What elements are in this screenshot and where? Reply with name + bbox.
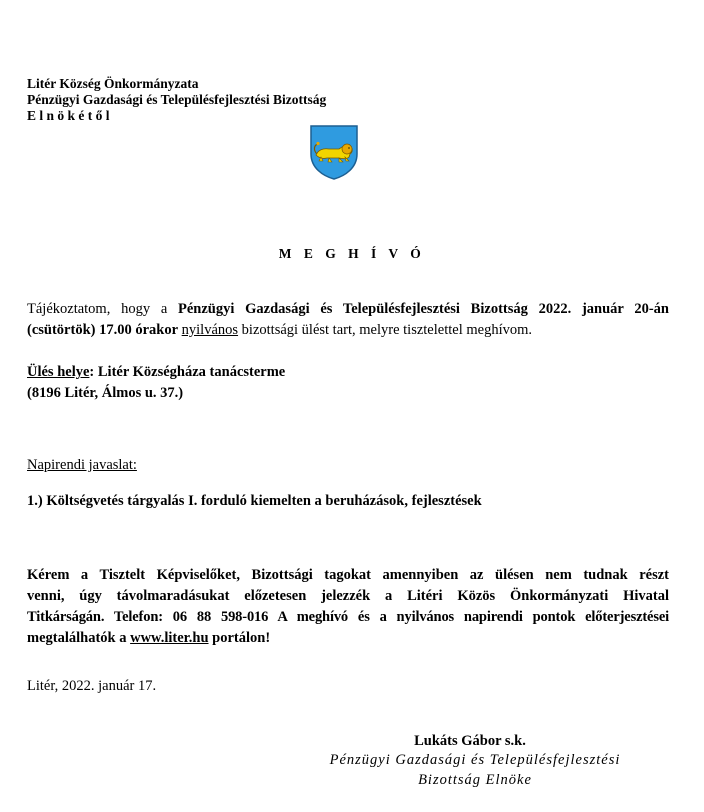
website-link[interactable]: www.liter.hu: [130, 630, 209, 646]
invitation-public: nyilvános: [181, 322, 239, 338]
signature-role-line-1: Pénzügyi Gazdasági és Településfejlesztési: [329, 752, 621, 768]
invitation-rest: bizottsági ülést tart, melyre tisztelettel meghívom.: [238, 322, 532, 338]
request-line-4: megtalálhatók a www.liter.hu portálon!: [27, 630, 271, 646]
signature-role: [285, 750, 665, 790]
venue-name: : Litér Községháza tanácsterme: [89, 364, 286, 380]
venue-line: [27, 362, 669, 383]
agenda-item-1: 1.) Költségvetés tárgyalás I. forduló kiemelten a beruházások, fejlesztések: [27, 493, 482, 509]
request-line-3: Titkárságán. Telefon: 06 88 598-016 A meghívó és a nyilvános napirendi pontok előterjesztései: [27, 609, 669, 625]
date-line: Litér, 2022. január 17.: [27, 678, 157, 694]
venue-address: (8196 Litér, Álmos u. 37.): [27, 385, 184, 401]
invitation-line-2: [27, 320, 669, 341]
invitation-committee-date: Pénzügyi Gazdasági és Településfejlesztési Bizottság 2022. január 20-án: [178, 301, 669, 317]
sender-from-chair: E l n ö k é t ő l: [27, 108, 110, 123]
sender-municipality: Litér Község Önkormányzata: [27, 76, 199, 91]
invitation-line-1: [27, 299, 669, 320]
sender-committee: Pénzügyi Gazdasági és Településfejlesztési Bizottság: [27, 92, 327, 107]
coat-of-arms-lion-icon: [309, 124, 359, 180]
request-line-2: venni, úgy távolmaradásukat előzetesen jelezzék a Litéri Közös Önkormányzati Hivatal: [27, 588, 669, 604]
page-title: M E G H Í V Ó: [278, 246, 426, 261]
request-paragraph: [27, 565, 669, 649]
signature-name: Lukáts Gábor s.k.: [414, 733, 526, 749]
signature-role-line-2: Bizottság Elnöke: [418, 772, 532, 788]
agenda-label: Napirendi javaslat:: [27, 457, 137, 473]
venue-label: Ülés helye: [27, 364, 90, 380]
invitation-intro: Tájékoztatom, hogy a: [27, 301, 179, 317]
request-line-1: Kérem a Tisztelt Képviselőket, Bizottsági tagokat amennyiben az ülésen nem tudnak részt: [27, 567, 669, 583]
invitation-time: (csütörtök) 17.00 órakor: [27, 322, 179, 338]
sender-block: [27, 76, 527, 124]
